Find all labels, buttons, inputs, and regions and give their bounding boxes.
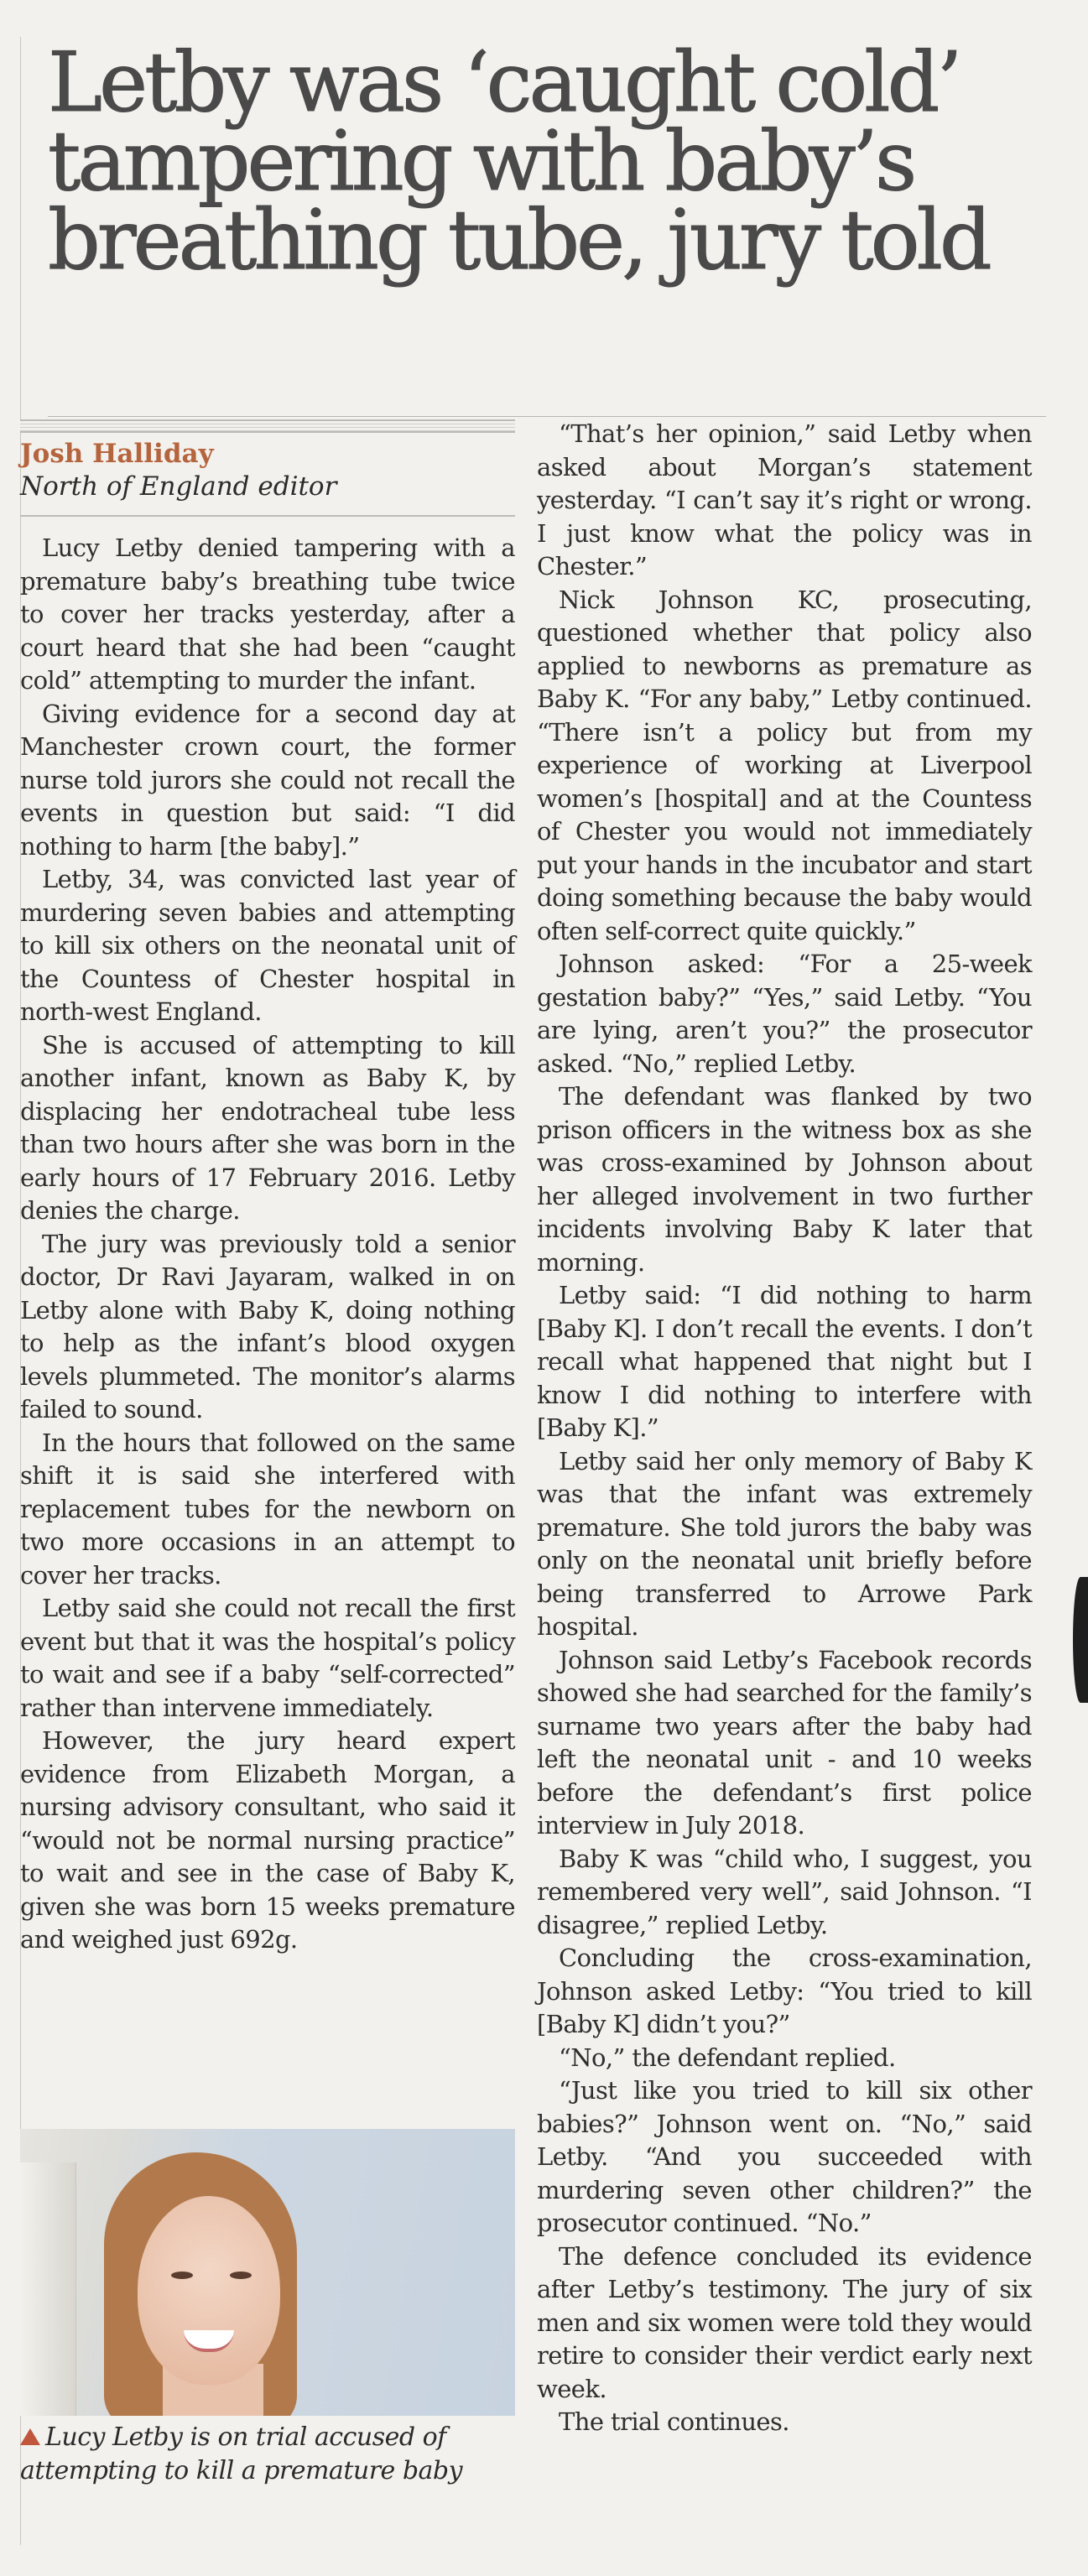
paragraph: Baby K was “child who, I suggest, you remembered very well”, said Johnson. “I disagree,” replied Letby. [537, 1844, 1032, 1939]
paragraph: Letby, 34, was convicted last year of murdering seven babies and attempting to kill six others on the neonatal unit of the Countess of Chester hospital in north-west England. [20, 865, 515, 1026]
paragraph: The defence concluded its evidence after Letby’s testimony. The jury of six men and six women were told they would retire to consider their verdict early next week. [537, 2241, 1032, 2403]
paragraph: The trial continues. [559, 2407, 789, 2436]
paragraph: Letby said she could not recall the first event but that it was the hospital’s policy to wait and see if a baby “self-corrected” rather than intervene immediately. [20, 1594, 515, 1722]
photo-caption [20, 2421, 523, 2488]
paragraph: Johnson asked: “For a 25-week gestation baby?” “Yes,” said Letby. “You are lying, aren’t you?” the prosecutor asked. “No,” replied Letby. [537, 950, 1032, 1078]
paragraph: In the hours that followed on the same shift it is said she interfered with replacement tubes for the newborn on two more occasions in an attempt to cover her tracks. [20, 1428, 515, 1590]
paragraph: Letby said: “I did nothing to harm [Baby K]. I don’t recall the events. I don’t recall what happened that night but I know I did nothing to interfere with [Baby K].” [537, 1281, 1032, 1442]
paragraph: “No,” the defendant replied. [559, 2043, 896, 2072]
paragraph: Johnson said Letby’s Facebook records showed she had searched for the family’s surname two years after the baby had left the neonatal unit - and 10 weeks before the defendant’s first police interview in July 2018. [537, 1645, 1032, 1840]
paragraph: Nick Johnson KC, prosecuting, questioned whether that policy also applied to newborns as premature as Baby K. “For any baby,” Letby continued. “There isn’t a policy but from my experience of working at Liverpool women’s [hospital] and at the Countess of Chester you would not immediately put your hands in the incubator and start doing something because the baby would often self-correct quite quickly.” [537, 585, 1032, 945]
paragraph: The jury was previously told a senior doctor, Dr Ravi Jayaram, walked in on Letby alone with Baby K, doing nothing to help as the infant’s blood oxygen levels plummeted. The monitor’s alarms failed to sound. [20, 1229, 515, 1423]
photo-eye-right [230, 2272, 252, 2279]
left-column [20, 419, 515, 1957]
photo-face [138, 2196, 280, 2385]
paragraph: Lucy Letby denied tampering with a premature baby’s breathing tube twice to cover her tracks yesterday, after a court heard that she had been “caught cold” attempting to murder the infant. [20, 533, 515, 695]
article-photo [20, 2129, 515, 2416]
page-edge-mark [1073, 1577, 1088, 1703]
paragraph: The defendant was flanked by two prison officers in the witness box as she was cross-examined by Johnson about her alleged involvement in two further incidents involving Baby K later that morning. [537, 1082, 1032, 1277]
paragraph: “Just like you tried to kill six other babies?” Johnson went on. “No,” said Letby. “And you succeeded with murdering seven other children?” the prosecutor continued. “No.” [537, 2076, 1032, 2237]
photo-background-object [20, 2162, 76, 2416]
right-column [537, 418, 1032, 2439]
photo-eye-left [171, 2272, 193, 2279]
byline-role: North of England editor [20, 470, 515, 517]
paragraph: Letby said her only memory of Baby K was that the infant was extremely premature. She told jurors the baby was only on the neonatal unit briefly before being transferred to Arrowe Park hospital. [537, 1446, 1032, 1641]
paragraph: She is accused of attempting to kill another infant, known as Baby K, by displacing her endotracheal tube less than two hours after she was born in the early hours of 17 February 2016. Letby denies the charge. [20, 1030, 515, 1225]
caption-text: Lucy Letby is on trial accused of attempting to kill a premature baby [20, 2422, 463, 2485]
byline-name: Josh Halliday [20, 439, 214, 469]
headline: Letby was ‘caught cold’ tampering with baby’s breathing tube, jury told [48, 35, 989, 289]
byline-rules [20, 419, 515, 433]
paragraph: Concluding the cross-examination, Johnson asked Letby: “You tried to kill [Baby K] didn’t you?” [537, 1944, 1032, 2038]
paragraph: “That’s her opinion,” said Letby when asked about Morgan’s statement yesterday. “I can’t say it’s right or wrong. I just know what the policy was in Chester.” [537, 419, 1032, 580]
paragraph: Giving evidence for a second day at Manchester crown court, the former nurse told jurors she could not recall the events in question but said: “I did nothing to harm [the baby].” [20, 699, 515, 861]
triangle-up-icon [20, 2428, 40, 2445]
headline-divider [48, 416, 1046, 417]
paragraph: However, the jury heard expert evidence from Elizabeth Morgan, a nursing advisory consultant, who said it “would not be normal nursing practice” to wait and see in the case of Baby K, given she was born 15 weeks premature and weighed just 692g. [20, 1726, 515, 1954]
